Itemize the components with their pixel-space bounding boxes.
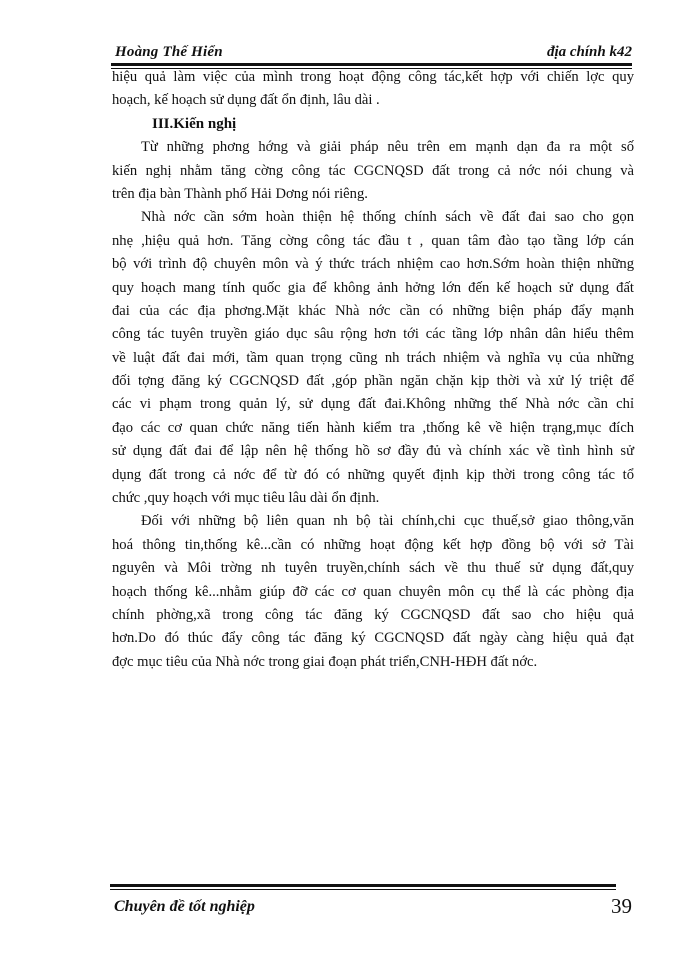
text-line: hoá thông tin,thống kê...cần có những hoạt động kết hợp đồng bộ với sở Tài [112, 536, 634, 553]
text-line: Từ những phơng hớng và giải pháp nêu trên em mạnh dạn đa ra một số [141, 139, 634, 156]
section-heading: III.Kiến nghị [152, 115, 237, 132]
text-line: đạo các cơ quan chức năng tiến hành kiểm tra ,thống kê về hiện trạng,mục đích [112, 419, 634, 436]
text-line: công tác tuyên truyền giáo dục sâu rộng hơn tới các tầng lớp nhân dân hiểu thêm [112, 326, 634, 343]
page-number: 39 [611, 894, 632, 918]
text-line: đối tợng đăng ký CGCNQSD đất ,góp phần ngăn chặn kịp thời và xử lý triệt để [112, 373, 634, 390]
text-line: đai của các địa phơng.Mặt khác Nhà nớc cần có những biện pháp đẩy mạnh [112, 302, 634, 319]
body-text [112, 66, 634, 674]
text-line: hoạch, kế hoạch sử dụng đất ổn định, lâu dài . [112, 92, 380, 109]
text-line: sử dụng đất đai để lập nên hệ thống hồ sơ đầy đủ và chính xác về tình hình sử [112, 443, 634, 460]
text-line: các vi phạm trong quản lý, sử dụng đất đai.Không những thế Nhà nớc cần chỉ [112, 396, 634, 413]
text-line: bộ với trình độ chuyên môn và ý thức trách nhiệm cao hơn.Sớm hoàn thiện những [112, 256, 634, 273]
text-line: hiệu quả làm việc của mình trong hoạt động công tác,kết hợp với chiến lợc quy [112, 69, 634, 85]
footer-rule [110, 884, 616, 887]
text-line: hơn.Do đó thúc đẩy công tác đăng ký CGCNQSD đất ngày càng hiệu quả đạt [112, 630, 634, 647]
text-line: Đối với những bộ liên quan nh bộ tài chính,chi cục thuế,sở giao thông,văn [141, 513, 634, 530]
text-line: về luật đất đai mới, tầm quan trọng cũng nh trách nhiệm và nghĩa vụ của những [112, 349, 634, 366]
footer-rule-thin [110, 889, 616, 890]
text-line: nhẹ ,hiệu quả hơn. Tăng cờng công tác đầu t , quan tâm đào tạo tầng lớp cán [112, 232, 634, 249]
header-author: Hoàng Thế Hiển [115, 44, 223, 60]
page-footer [110, 884, 634, 924]
text-line: quy hoạch mang tính quốc gia để không ảnh hởng lớn đến kế hoạch sử dụng đất [112, 279, 634, 296]
text-line: kiến nghị nhằm tăng cờng công tác CGCNQSD đất trong cả nớc nói chung và [112, 162, 634, 179]
text-line: nguyên và Môi trờng nh tuyên truyền,chính sách về thu thuế sử dụng đất,quy [112, 560, 634, 577]
text-line: dụng đất trong cả nớc để từ đó có những quyết định kịp thời trong công tác tổ [112, 466, 634, 483]
footer-title: Chuyên đề tốt nghiệp [114, 898, 255, 915]
text-line: đợc mục tiêu của Nhà nớc trong giai đoạn phát triển,CNH-HĐH đất nớc. [112, 653, 538, 670]
page-header [111, 42, 632, 64]
text-line: Nhà nớc cần sớm hoàn thiện hệ thống chính sách về đất đai sao cho gọn [141, 209, 634, 226]
text-line: chính phờng,xã trong công tác đăng ký CGCNQSD đất sao cho hiệu quả [112, 606, 634, 623]
text-line: hoạch thống kê...nhằm giúp đỡ các cơ quan chuyên môn cụ thể là các phòng địa [112, 583, 634, 600]
text-line: trên địa bàn Thành phố Hải Dơng nói riêng. [112, 185, 368, 202]
header-course: địa chính k42 [546, 44, 632, 60]
text-line: chức ,quy hoạch với mục tiêu lâu dài ổn định. [112, 490, 380, 507]
